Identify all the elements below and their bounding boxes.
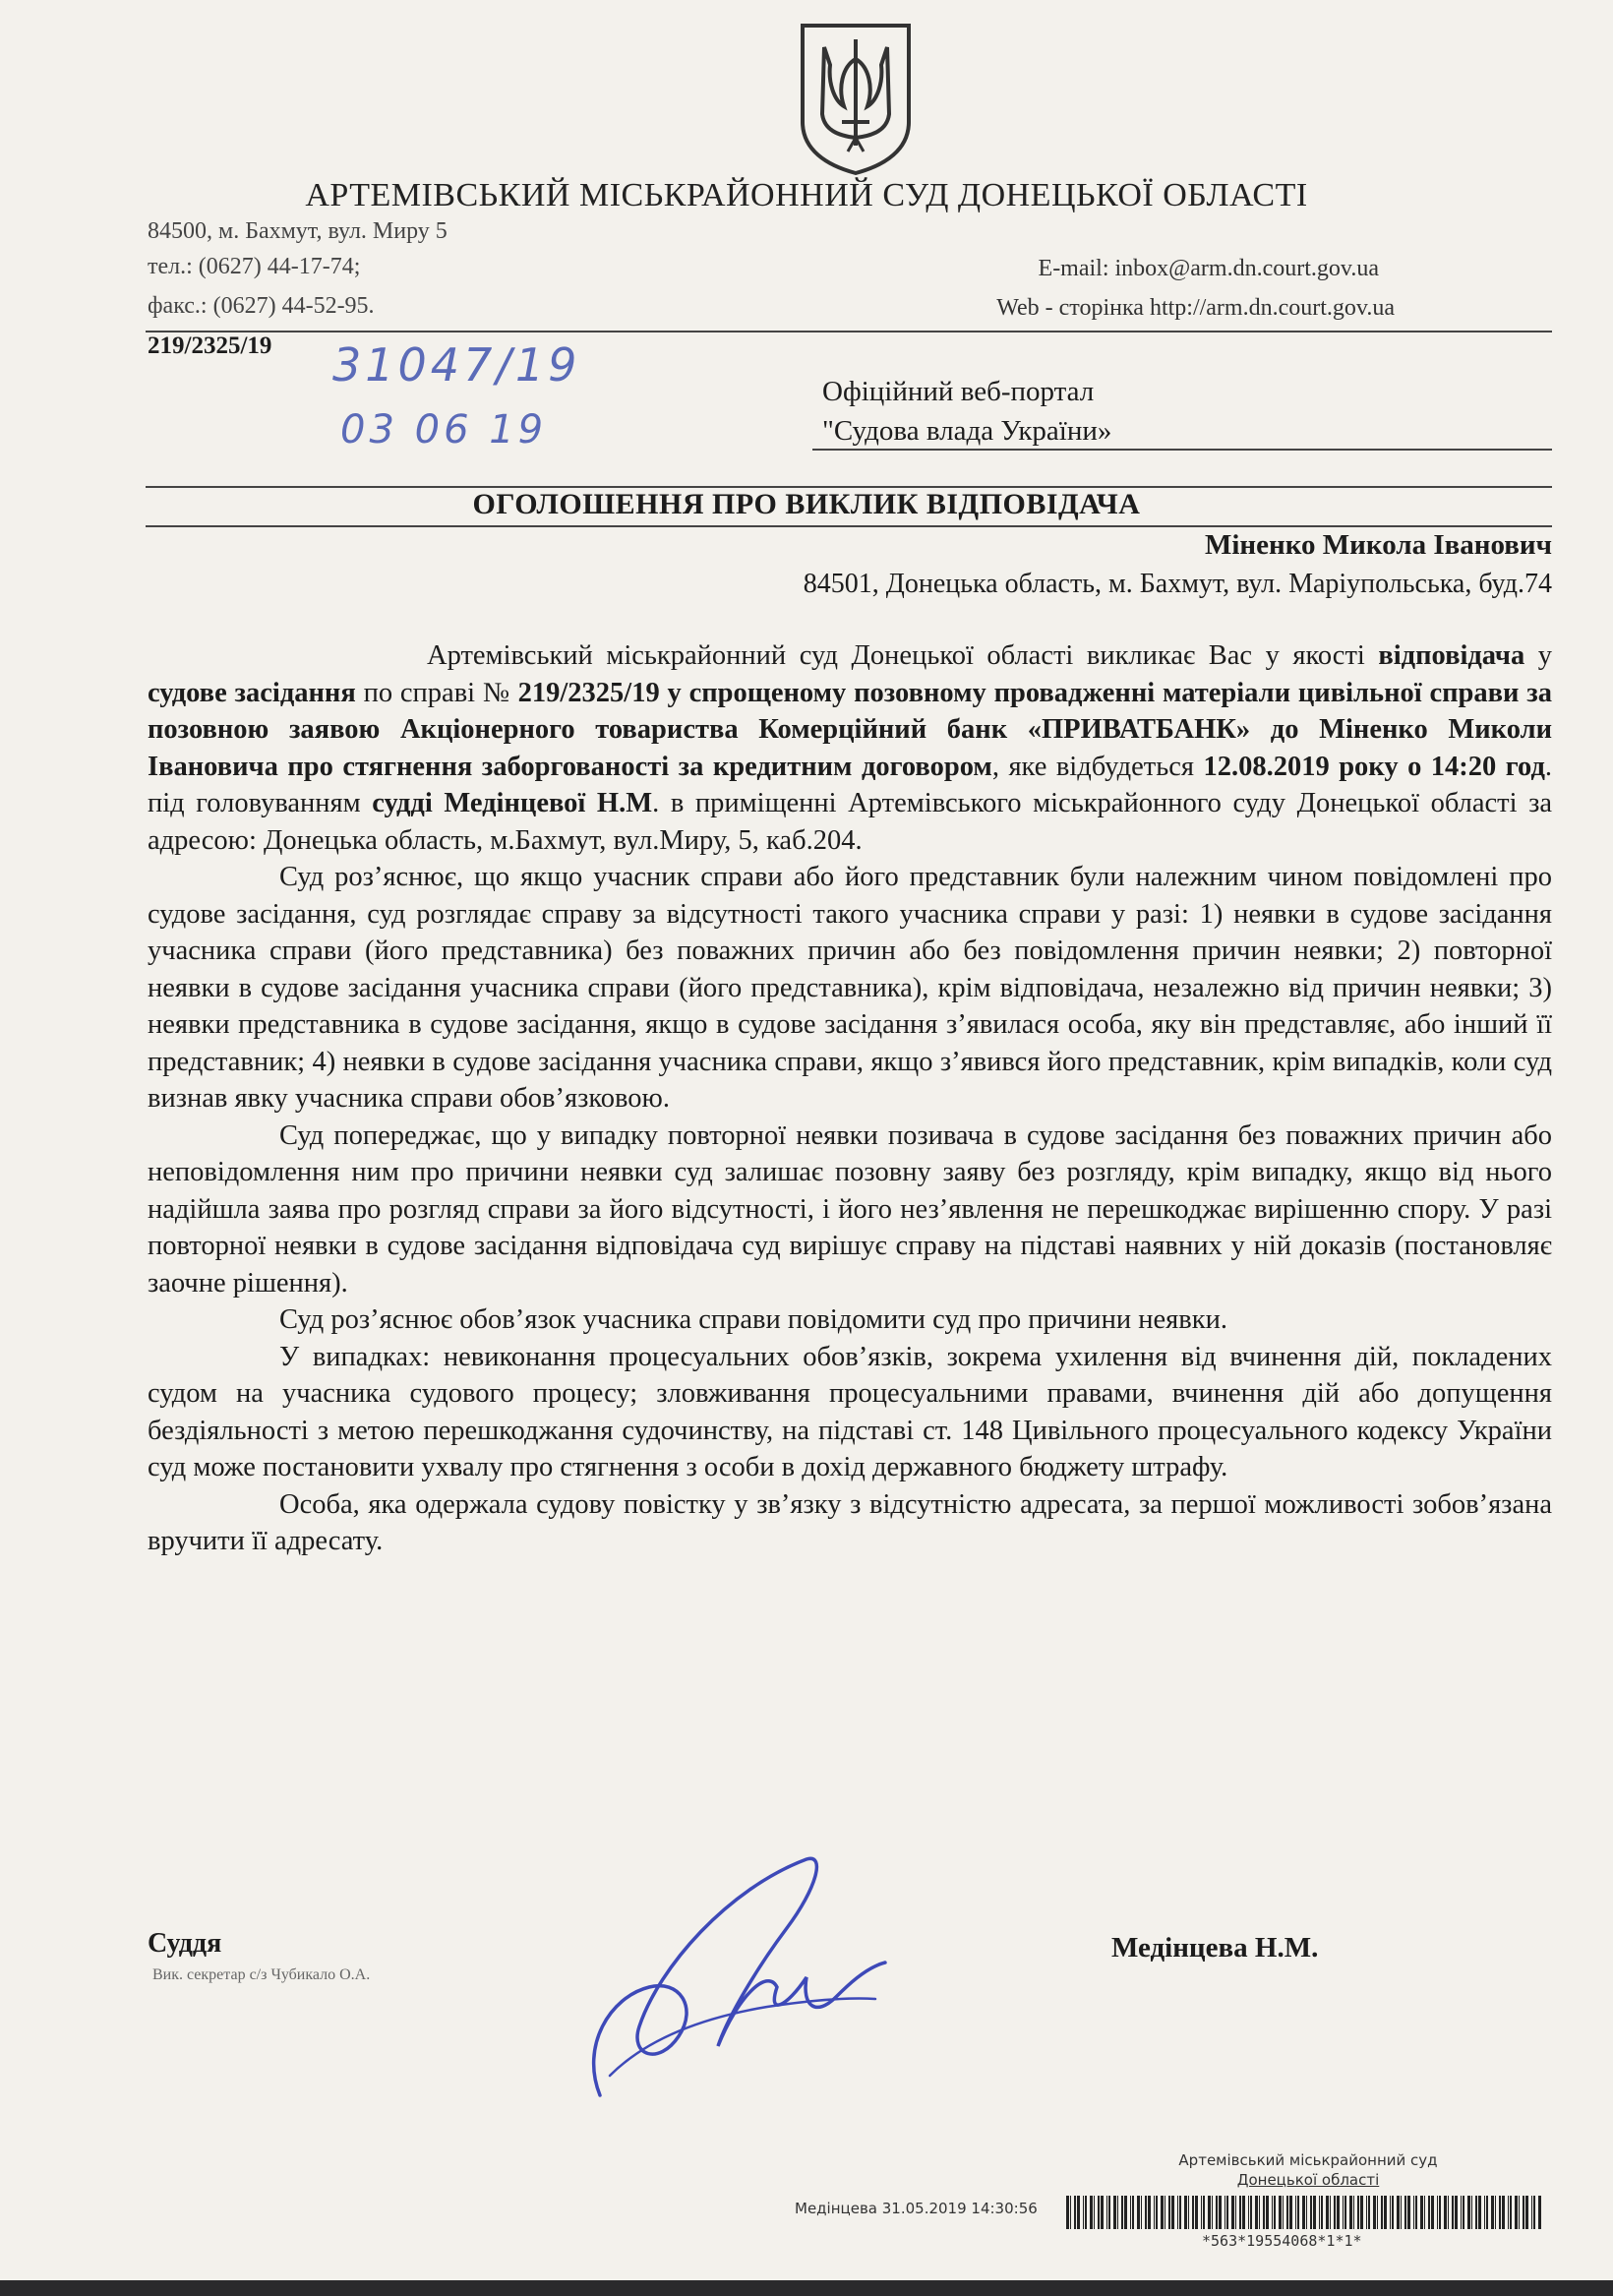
hearing-datetime: 12.08.2019 року о 14:20 год [1203,751,1545,782]
summons-text: у [1524,640,1553,671]
court-website: Web - сторінка http://arm.dn.court.gov.ua [996,295,1395,321]
stamp-court-line: Артемівський міськрайонний суд [1178,2151,1438,2169]
barcode [1066,2196,1544,2229]
summons-hearing: судове засідання [148,677,356,708]
scan-edge [0,2280,1613,2296]
paragraph-delivery: Особа, яка одержала судову повістку у зв’язку з відсутністю адресата, за першої можливості зобов’язана вручити її адресату. [148,1488,1552,1556]
e-signature-stamp [1131,2150,1485,2190]
summons-text: по справі № [355,677,518,708]
case-number: 219/2325/19 [148,332,272,359]
court-fax: факс.: (0627) 44-52-95. [148,293,375,319]
summons-text: Артемівський міськрайонний суд Донецької області викликає Вас у якості [427,640,1379,671]
summons-text: , яке відбудеться [991,751,1204,782]
summons-role: відповідача [1378,640,1525,671]
recipient-underline [812,449,1552,451]
recipient-line-1: Офіційний веб-портал [822,376,1095,407]
notice-title: ОГОЛОШЕННЯ ПРО ВИКЛИК ВІДПОВІДАЧА [472,488,1141,520]
title-divider-bottom [146,525,1552,527]
header-divider [146,331,1552,332]
stamp-signer-timestamp: Медінцева 31.05.2019 14:30:56 [795,2200,1038,2217]
summons-text: . під головуванням [148,751,1553,818]
judge-name: Медінцева Н.М. [1111,1932,1319,1964]
presiding-judge: судді Медінцевої Н.М [372,788,653,818]
paragraph-absence-rules: Суд роз’яснює, що якщо учасник справи або його представник були належним чином повідомлені про судове засідання, суд розглядає справу за відсутності такого учасника справи у разі: 1) неявки в судове засідання учасника справи (його представника) без поважних причин або без повідомлення причин неявки; 2) повторної неявки в судове засідання учасника справи (його представника), крім відповідача, незалежно від причин неявки; 3) неявки представника в судове засідання, якщо в судове засідання з’явилася особа, яку він представляє, або інший її представник; 4) неявки в судове засідання учасника справи, якщо з’явився його представник, крім випадків, коли суд визнав явку учасника справи обов’язковою. [148,862,1552,1114]
barcode-number: *563*19554068*1*1* [1202,2232,1362,2250]
defendant-address: 84501, Донецька область, м. Бахмут, вул. Маріупольська, буд.74 [803,569,1552,599]
secretary-note: Вик. секретар с/з Чубикало О.А. [152,1966,371,1983]
paragraph-warning: Суд попереджає, що у випадку повторної неявки позивача в судове засідання без поважних причин або неповідомлення ним про причини неявки суд залишає позовну заяву без розгляду, крім випадку, якщо від нього надійшла заява про розгляд справи за його відсутності, і його нез’явлення не перешкоджає вирішенню спору. У разі повторної неявки в судове засідання відповідача суд вирішує справу на підставі наявних у ній доказів (постановляє заочне рішення). [148,1119,1552,1299]
summons-location: . в приміщенні Артемівського міськрайонного суду Донецької області за адресою: Донецька область, м.Бахмут, вул.Миру, 5, каб.204. [148,788,1553,856]
defendant-name: Міненко Микола Іванович [1205,529,1552,561]
court-phone: тел.: (0627) 44-17-74; [148,254,361,279]
recipient-block [822,372,1111,451]
notice-body [148,637,1552,1560]
handwritten-date: 03 06 19 [340,407,548,453]
summons-case-details: 219/2325/19 у спрощеному позовному провадженні матеріали цивільної справи за позовною заявою Акціонерного товариства Комерційний банк «ПРИВАТБАНК» до Міненко Миколи Івановича про стягнення заборгованості за кредитним договором [148,677,1552,782]
court-email: E-mail: inbox@arm.dn.court.gov.ua [1038,256,1379,281]
court-address: 84500, м. Бахмут, вул. Миру 5 [148,218,448,244]
stamp-region-line: Донецької області [1236,2171,1380,2189]
judge-role: Суддя [148,1928,222,1959]
judge-signature [570,1849,895,2115]
paragraph-summons [148,637,1552,859]
recipient-line-2: "Судова влада України» [822,415,1112,447]
handwritten-registration-number: 31047/19 [332,338,581,392]
court-name: АРТЕМІВСЬКИЙ МІСЬКРАЙОННИЙ СУД ДОНЕЦЬКОЇ ОБЛАСТІ [305,177,1308,213]
paragraph-fine: У випадках: невиконання процесуальних обов’язків, зокрема ухилення від вчинення дій, покладених судом на учасника судового процесу; зловживання процесуальними правами, вчинення дій або допущення бездіяльності з метою перешкоджання судочинству, на підставі ст. 148 Цивільного процесуального кодексу України суд може постановити ухвалу про стягнення з особи в дохід державного бюджету штрафу. [148,1341,1552,1482]
coat-of-arms-emblem [795,20,917,175]
paragraph-duty-notify: Суд роз’яснює обов’язок учасника справи повідомити суд про причини неявки. [279,1304,1227,1335]
